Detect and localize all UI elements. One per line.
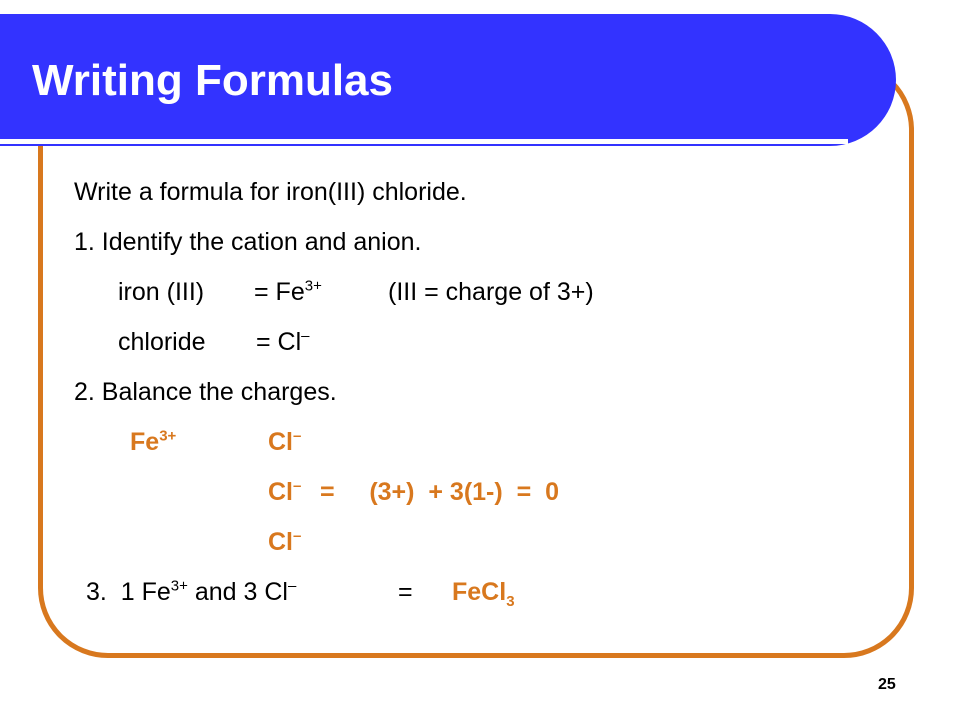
fe-symbol: Fe xyxy=(130,428,160,456)
iron-formula xyxy=(254,276,322,308)
result-subscript: 3 xyxy=(506,593,515,610)
step2-line: 2. Balance the charges. xyxy=(74,378,337,406)
iron-note: (III = charge of 3+) xyxy=(388,278,594,306)
chloride-line xyxy=(118,326,518,366)
iron-charge: 3+ xyxy=(304,277,322,295)
fe-ion xyxy=(130,426,176,458)
cl-line-3 xyxy=(268,526,368,566)
step3-line xyxy=(86,576,586,616)
fe-charge: 3+ xyxy=(159,427,177,445)
chloride-name: chloride xyxy=(118,328,206,356)
step3-equals: = xyxy=(398,578,413,606)
step3-text xyxy=(86,576,296,608)
chloride-charge: – xyxy=(301,327,310,345)
step3-mid: and 3 Cl xyxy=(187,578,288,606)
cl-ion-2 xyxy=(268,476,301,508)
step3-cl-charge: – xyxy=(287,577,297,595)
cl-ion-3 xyxy=(268,526,301,558)
step1-line: 1. Identify the cation and anion. xyxy=(74,228,422,256)
iron-name: iron (III) xyxy=(118,278,205,306)
cl-symbol-3: Cl xyxy=(268,528,293,556)
cl-charge-2: – xyxy=(293,477,302,495)
chloride-formula xyxy=(256,326,310,358)
cl-charge: – xyxy=(293,427,302,445)
cl-ion xyxy=(268,426,301,458)
title-bar xyxy=(0,14,896,146)
iron-line xyxy=(118,276,718,316)
page-number: 25 xyxy=(878,676,896,693)
cl-symbol: Cl xyxy=(268,428,293,456)
result-formula xyxy=(452,576,515,608)
chloride-symbol: = Cl xyxy=(256,328,302,356)
intro-line: Write a formula for iron(III) chloride. xyxy=(74,178,467,206)
title-underline xyxy=(0,139,848,144)
cl-symbol-2: Cl xyxy=(268,478,293,506)
ions-line xyxy=(130,426,530,466)
balance-equation: = (3+) + 3(1-) = 0 xyxy=(320,478,559,506)
balance-line xyxy=(268,476,668,516)
step3-prefix: 3. 1 Fe xyxy=(86,578,171,606)
cl-charge-3: – xyxy=(293,527,302,545)
slide-title: Writing Formulas xyxy=(32,56,393,105)
step3-fe-charge: 3+ xyxy=(170,577,188,595)
result-symbol: FeCl xyxy=(452,578,507,606)
iron-symbol: = Fe xyxy=(254,278,305,306)
